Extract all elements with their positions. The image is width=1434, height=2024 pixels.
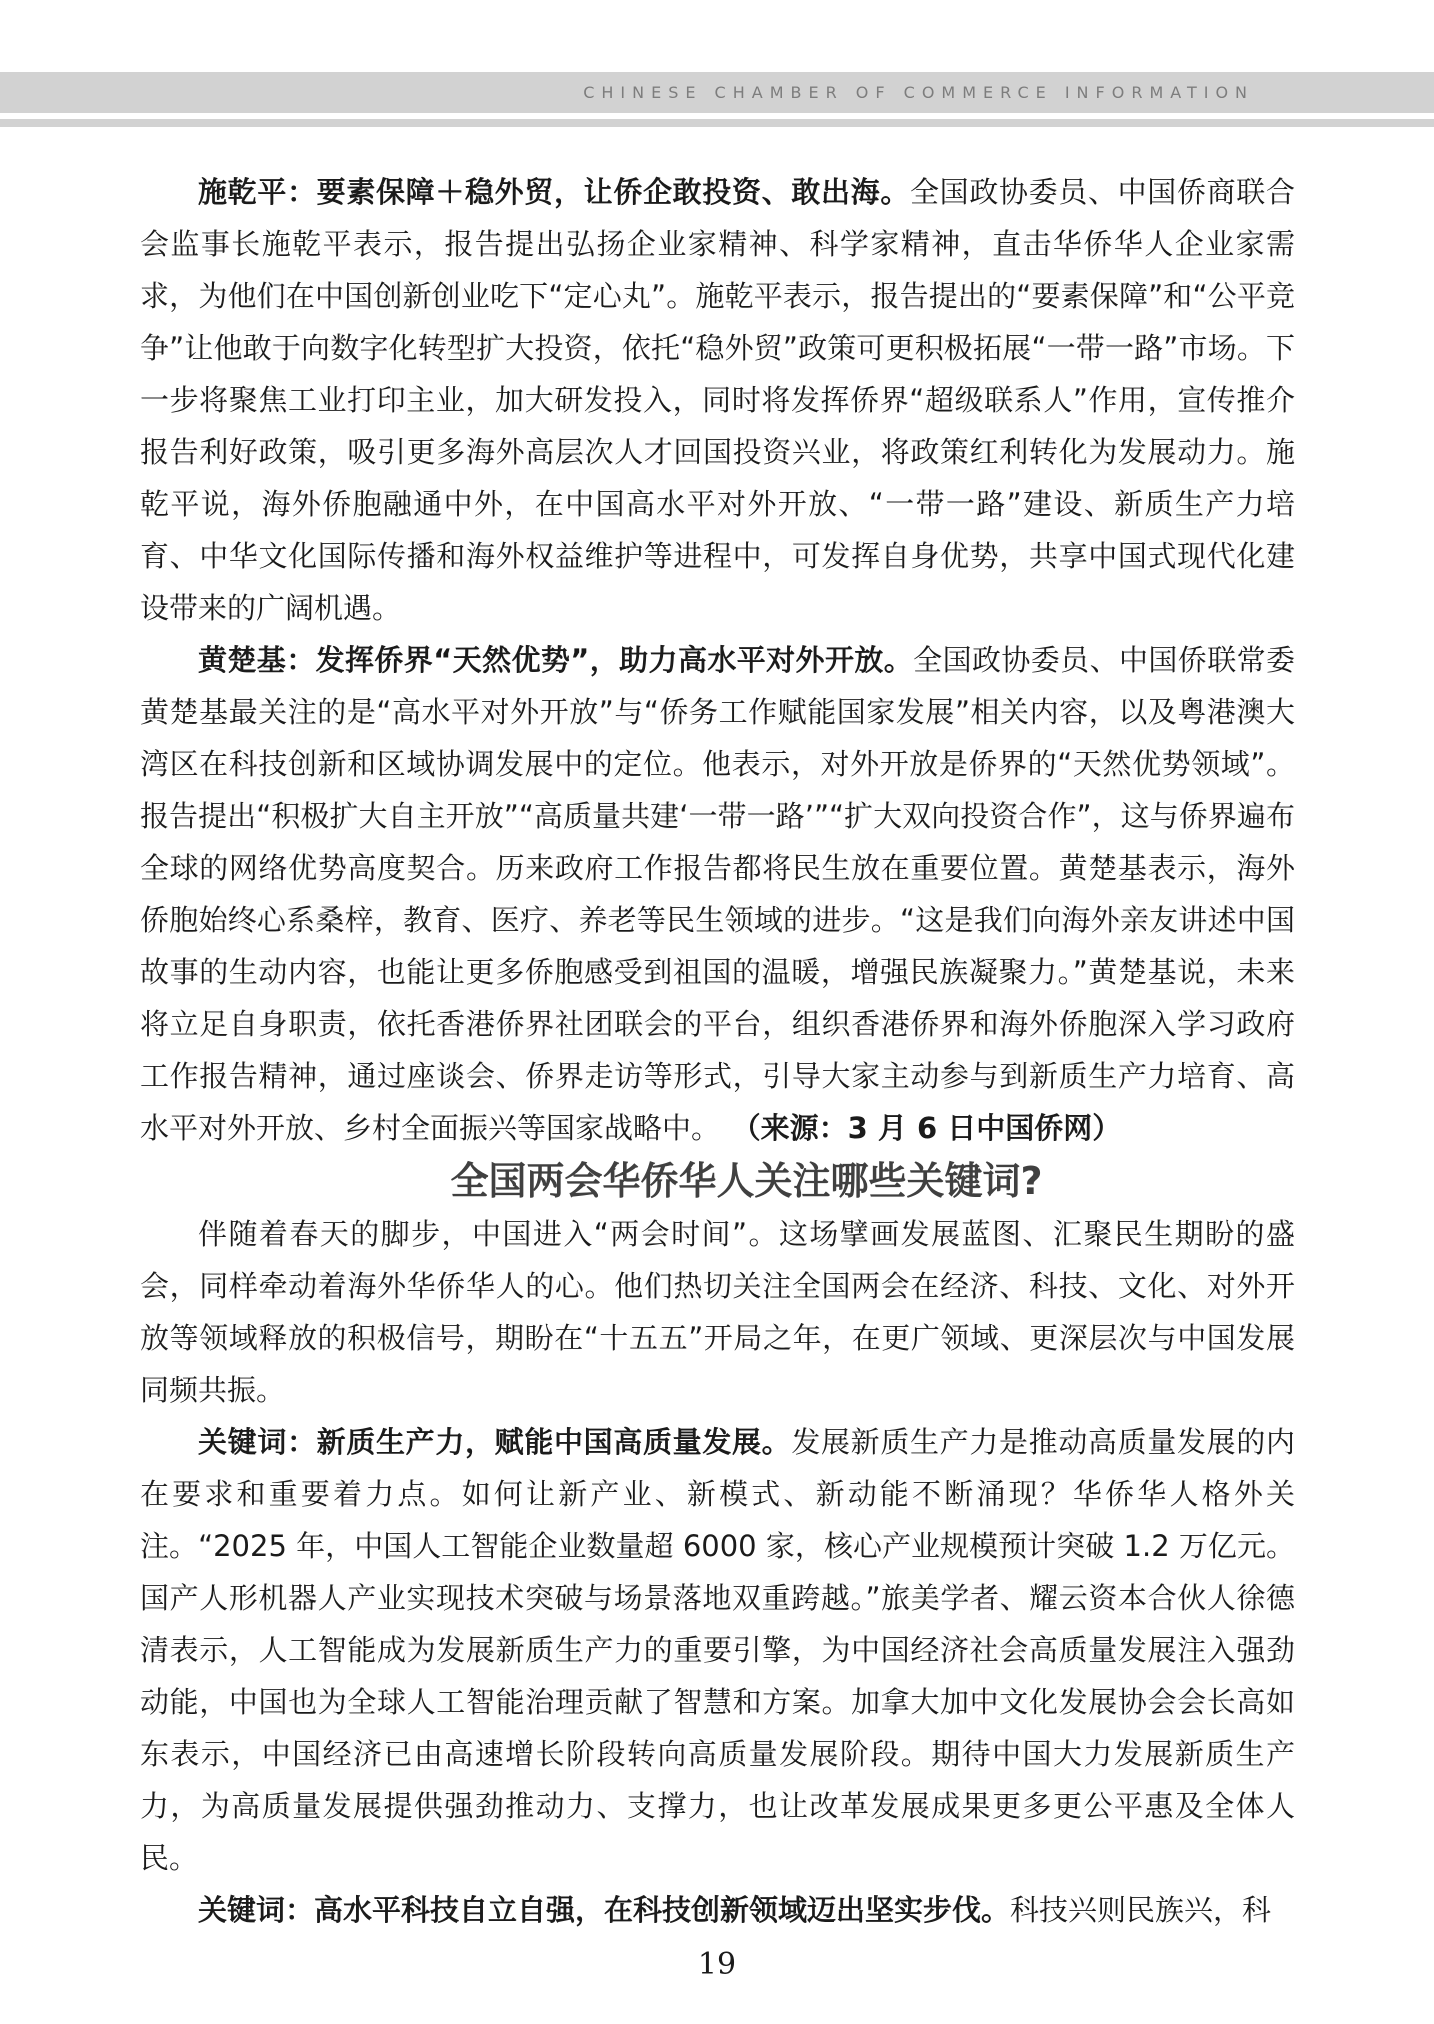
paragraph-body: 全国政协委员、中国侨商联合会监事长施乾平表示，报告提出弘扬企业家精神、科学家精神，直击华侨华人企业家需求，为他们在中国创新创业吃下“定心丸”。施乾平表示，报告提出的“要素保障”和“公平竞争”让他敢于向数字化转型扩大投资，依托“稳外贸”政策可更积极拓展“一带一路”市场。下一步将聚焦工业打印主业，加大研发投入，同时将发挥侨界“超级联系人”作用，宣传推介报告利好政策，吸引更多海外高层次人才回国投资兴业，将政策红利转化为发展动力。施乾平说，海外侨胞融通中外，在中国高水平对外开放、“一带一路”建设、新质生产力培育、中华文化国际传播和海外权益维护等进程中，可发挥自身优势，共享中国式现代化建设带来的广阔机遇。: [140, 175, 1295, 625]
paragraph: [140, 1884, 1295, 1936]
paragraph-lead: 施乾平：要素保障＋稳外贸，让侨企敢投资、敢出海。: [198, 175, 910, 209]
header-banner-text: CHINESE CHAMBER OF COMMERCE INFORMATION: [583, 83, 1254, 102]
paragraph-body: 伴随着春天的脚步，中国进入“两会时间”。这场擘画发展蓝图、汇聚民生期盼的盛会，同样牵动着海外华侨华人的心。他们热切关注全国两会在经济、科技、文化、对外开放等领域释放的积极信号，期盼在“十五五”开局之年，在更广领域、更深层次与中国发展同频共振。: [140, 1217, 1295, 1407]
paragraph: [140, 1416, 1295, 1884]
paragraph-lead: 黄楚基：发挥侨界“天然优势”，助力高水平对外开放。: [198, 643, 914, 677]
header-banner: [0, 72, 1434, 113]
article-title: 全国两会华侨华人关注哪些关键词?: [450, 1159, 1043, 1203]
source-attribution: （来源：3 月 6 日中国侨网）: [746, 1111, 1122, 1145]
page-number: 19: [697, 1947, 737, 1982]
paragraph-body: 科技兴则民族兴，科: [1010, 1893, 1272, 1927]
header-banner-divider: [0, 119, 1434, 127]
paragraph-lead: 关键词：高水平科技自立自强，在科技创新领域迈出坚实步伐。: [198, 1893, 1011, 1927]
paragraph-body: 发展新质生产力是推动高质量发展的内在要求和重要着力点。如何让新产业、新模式、新动能不断涌现？华侨华人格外关注。“2025 年，中国人工智能企业数量超 6000 家，核心产业规模预计突破 1.2 万亿元。国产人形机器人产业实现技术突破与场景落地双重跨越。”旅美学者、耀云资本合伙人徐德清表示，人工智能成为发展新质生产力的重要引擎，为中国经济社会高质量发展注入强劲动能，中国也为全球人工智能治理贡献了智慧和方案。加拿大加中文化发展协会会长高如东表示，中国经济已由高速增长阶段转向高质量发展阶段。期待中国大力发展新质生产力，为高质量发展提供强劲推动力、支撑力，也让改革发展成果更多更公平惠及全体人民。: [140, 1425, 1295, 1875]
paragraph-body: 全国政协委员、中国侨联常委黄楚基最关注的是“高水平对外开放”与“侨务工作赋能国家发展”相关内容，以及粤港澳大湾区在科技创新和区域协调发展中的定位。他表示，对外开放是侨界的“天然优势领域”。报告提出“积极扩大自主开放”“高质量共建‘一带一路’”“扩大双向投资合作”，这与侨界遍布全球的网络优势高度契合。历来政府工作报告都将民生放在重要位置。黄楚基表示，海外侨胞始终心系桑梓，教育、医疗、养老等民生领域的进步。“这是我们向海外亲友讲述中国故事的生动内容，也能让更多侨胞感受到祖国的温暖，增强民族凝聚力。”黄楚基说，未来将立足自身职责，依托香港侨界社团联会的平台，组织香港侨界和海外侨胞深入学习政府工作报告精神，通过座谈会、侨界走访等形式，引导大家主动参与到新质生产力培育、高水平对外开放、乡村全面振兴等国家战略中。: [140, 643, 1295, 1145]
paragraph: [140, 634, 1295, 1154]
page-content: [140, 166, 1295, 1936]
paragraph: [140, 166, 1295, 634]
paragraph: [140, 1208, 1295, 1416]
paragraph-lead: 关键词：新质生产力，赋能中国高质量发展。: [198, 1425, 792, 1459]
